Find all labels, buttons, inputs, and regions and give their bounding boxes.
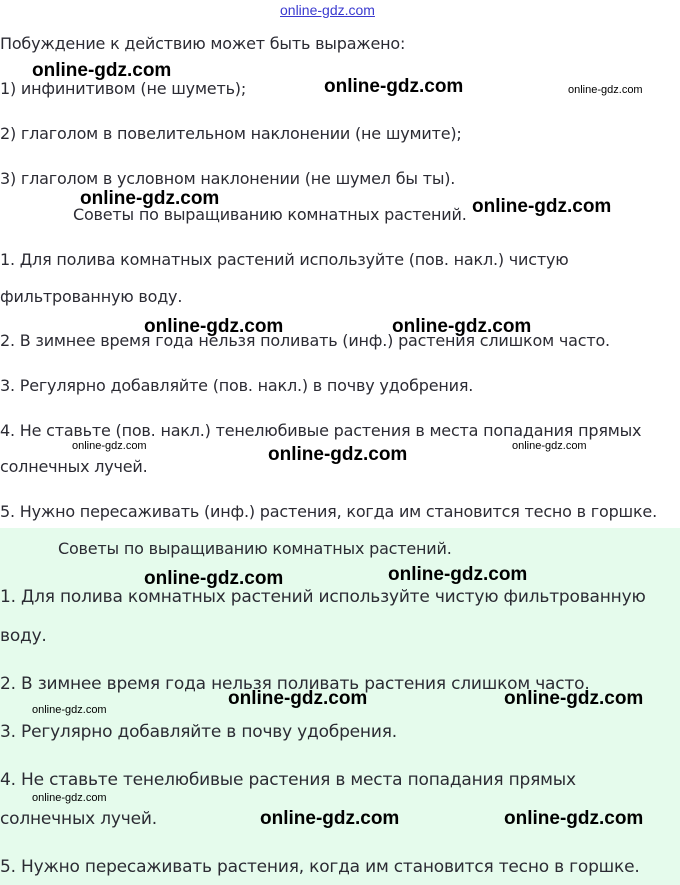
watermark: online-gdz.com: [388, 564, 528, 585]
annotated-line: 1. Для полива комнатных растений используйте (пов. накл.) чистую: [0, 250, 569, 269]
intro-item: 1) инфинитивом (не шуметь);: [0, 79, 247, 98]
clean-line: 4. Не ставьте тенелюбивые растения в места попадания прямых: [0, 770, 576, 790]
watermark: online-gdz.com: [472, 196, 612, 217]
watermark: online-gdz.com: [392, 316, 532, 337]
annotated-line: 3. Регулярно добавляйте (пов. накл.) в почву удобрения.: [0, 376, 474, 395]
clean-title: Советы по выращиванию комнатных растений.: [58, 539, 452, 558]
watermark: online-gdz.com: [144, 316, 284, 337]
clean-line: 1. Для полива комнатных растений используйте чистую фильтрованную: [0, 587, 646, 607]
site-link[interactable]: online-gdz.com: [280, 2, 375, 18]
intro-item: 2) глаголом в повелительном наклонении (не шумите);: [0, 124, 462, 143]
intro-item: 3) глаголом в условном наклонении (не шумел бы ты).: [0, 169, 456, 188]
watermark: online-gdz.com: [32, 60, 172, 81]
clean-line: 2. В зимнее время года нельзя поливать растения слишком часто.: [0, 674, 590, 694]
clean-line: воду.: [0, 626, 47, 646]
watermark: online-gdz.com: [268, 444, 408, 465]
annotated-line: фильтрованную воду.: [0, 287, 183, 306]
watermark: online-gdz.com: [504, 688, 644, 709]
watermark: online-gdz.com: [32, 704, 107, 716]
intro-lead: Побуждение к действию может быть выражено:: [0, 34, 406, 53]
watermark: online-gdz.com: [512, 440, 587, 452]
watermark: online-gdz.com: [324, 76, 464, 97]
watermark: online-gdz.com: [144, 568, 284, 589]
watermark: online-gdz.com: [260, 808, 400, 829]
watermark: online-gdz.com: [504, 808, 644, 829]
watermark: online-gdz.com: [80, 188, 220, 209]
watermark: online-gdz.com: [72, 440, 147, 452]
watermark: online-gdz.com: [228, 688, 368, 709]
annotated-title: Советы по выращиванию комнатных растений.: [73, 205, 467, 224]
watermark: online-gdz.com: [32, 792, 107, 804]
clean-line: 5. Нужно пересаживать растения, когда им становится тесно в горшке.: [0, 857, 640, 877]
watermark: online-gdz.com: [568, 84, 643, 96]
annotated-line: 2. В зимнее время года нельзя поливать (инф.) растения слишком часто.: [0, 331, 610, 350]
clean-line: 3. Регулярно добавляйте в почву удобрения.: [0, 722, 397, 742]
annotated-line: 5. Нужно пересаживать (инф.) растения, когда им становится тесно в горшке.: [0, 502, 657, 521]
clean-line: солнечных лучей.: [0, 809, 157, 829]
annotated-line: 4. Не ставьте (пов. накл.) тенелюбивые растения в места попадания прямых: [0, 421, 642, 440]
annotated-line: солнечных лучей.: [0, 457, 148, 476]
